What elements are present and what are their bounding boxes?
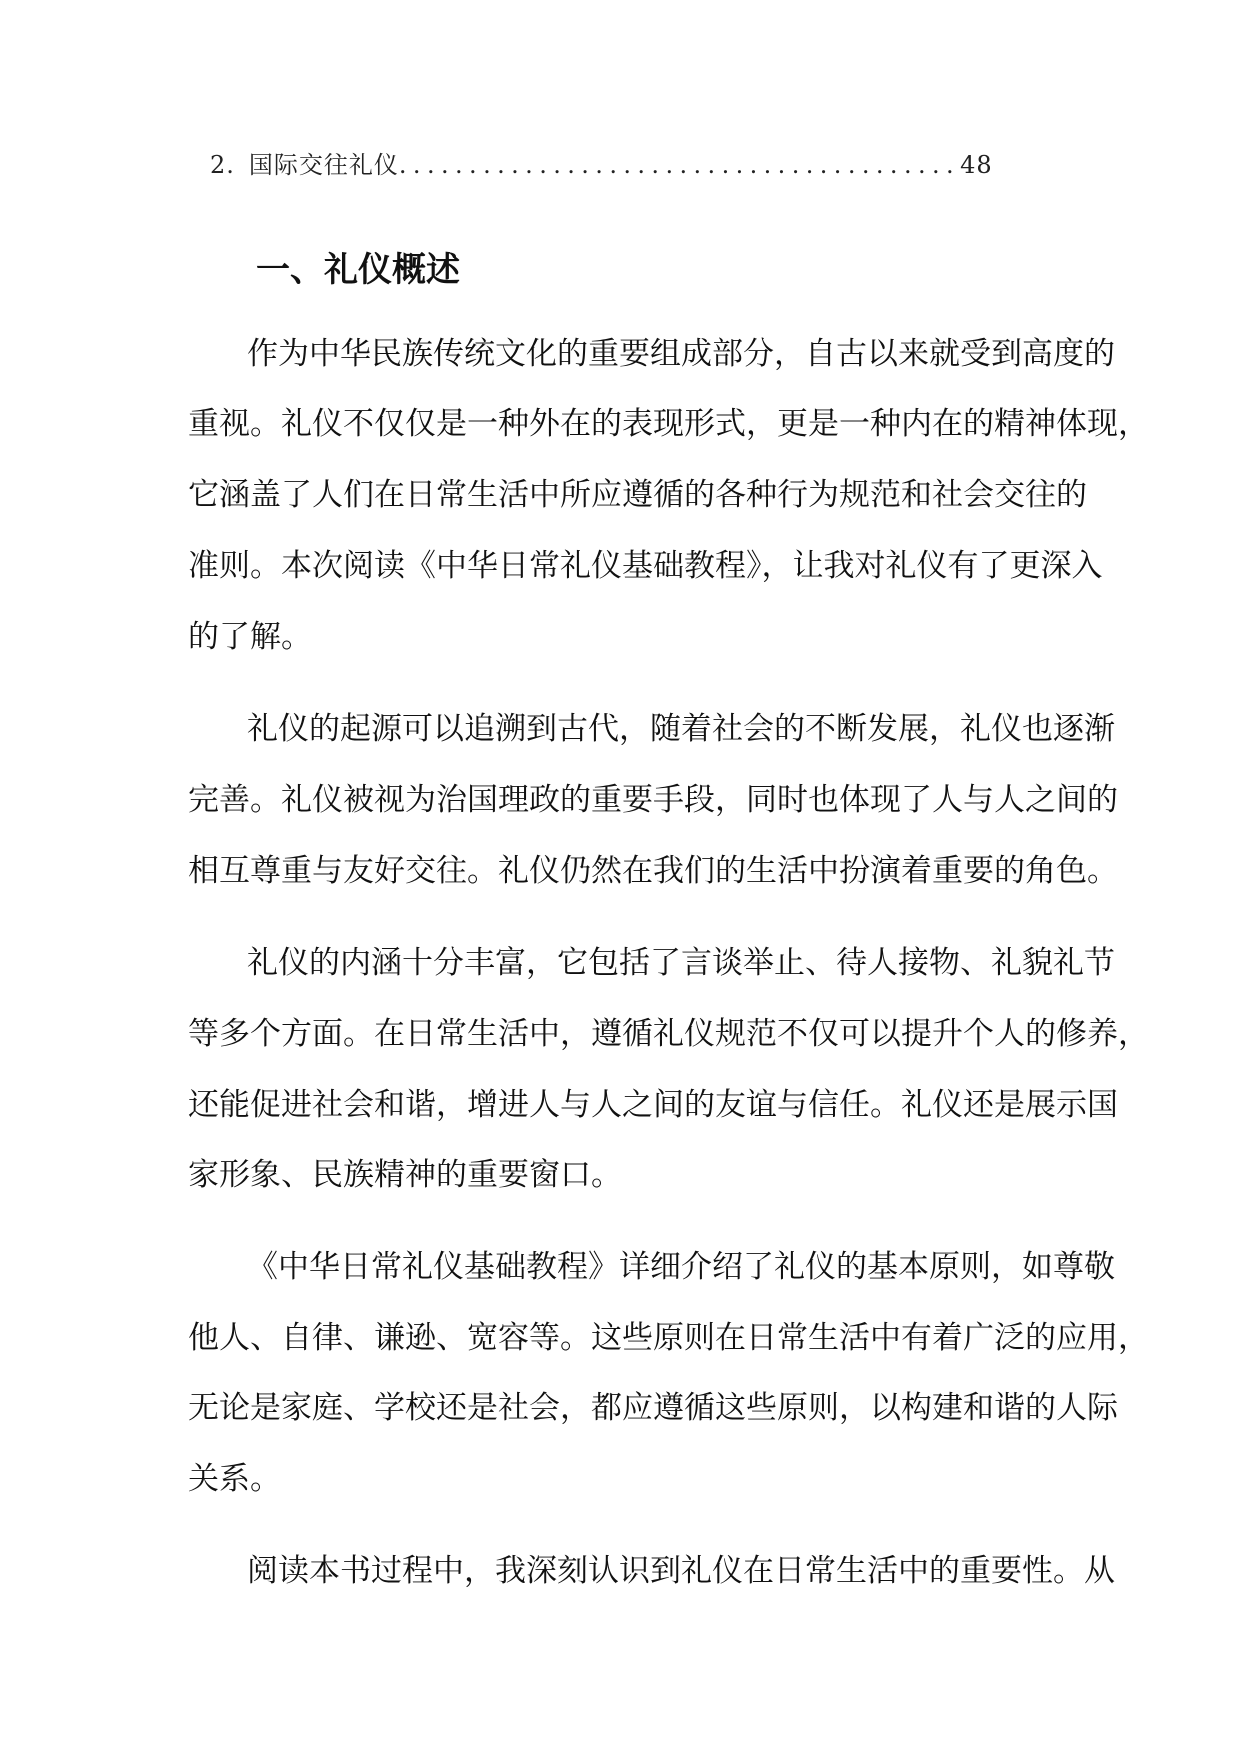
paragraph-line: 还能促进社会和谐，增进人与人之间的友谊与信任。礼仪还是展示国 (188, 1087, 1118, 1123)
paragraph-line: 礼仪的内涵十分丰富，它包括了言谈举止、待人接物、礼貌礼节 (247, 945, 1115, 981)
paragraph-line: 完善。礼仪被视为治国理政的重要手段，同时也体现了人与人之间的 (188, 782, 1118, 818)
paragraph-line: 《中华日常礼仪基础教程》详细介绍了礼仪的基本原则，如尊敬 (247, 1249, 1115, 1285)
paragraph-line: 它涵盖了人们在日常生活中所应遵循的各种行为规范和社会交往的 (188, 477, 1087, 513)
paragraph-line: 重视。礼仪不仅仅是一种外在的表现形式，更是一种内在的精神体现， (188, 406, 1149, 442)
toc-page-number: 48 (960, 151, 993, 179)
paragraph-line: 礼仪的起源可以追溯到古代，随着社会的不断发展，礼仪也逐渐 (247, 711, 1115, 747)
toc-entry-title: 国际交往礼仪 (248, 151, 399, 179)
paragraph-line: 等多个方面。在日常生活中，遵循礼仪规范不仅可以提升个人的修养， (188, 1016, 1149, 1052)
paragraph-line: 无论是家庭、学校还是社会，都应遵循这些原则，以构建和谐的人际 (188, 1390, 1118, 1426)
paragraph-line: 家形象、民族精神的重要窗口。 (188, 1157, 622, 1193)
paragraph-line: 准则。本次阅读《中华日常礼仪基础教程》，让我对礼仪有了更深入 (188, 548, 1103, 584)
paragraph-line: 阅读本书过程中，我深刻认识到礼仪在日常生活中的重要性。从 (247, 1553, 1115, 1589)
toc-entry[interactable] (210, 150, 993, 180)
paragraph-line: 的了解。 (188, 619, 312, 655)
toc-leader-dots: ........................................ (398, 151, 961, 179)
paragraph-line: 相互尊重与友好交往。礼仪仍然在我们的生活中扮演着重要的角色。 (188, 853, 1118, 889)
paragraph-line: 关系。 (188, 1461, 281, 1497)
paragraph-line: 他人、自律、谦逊、宽容等。这些原则在日常生活中有着广泛的应用， (188, 1320, 1149, 1356)
toc-entry-number: 2. (210, 151, 235, 179)
paragraph-line: 作为中华民族传统文化的重要组成部分，自古以来就受到高度的 (247, 336, 1115, 372)
section-heading: 一、礼仪概述 (256, 250, 460, 290)
